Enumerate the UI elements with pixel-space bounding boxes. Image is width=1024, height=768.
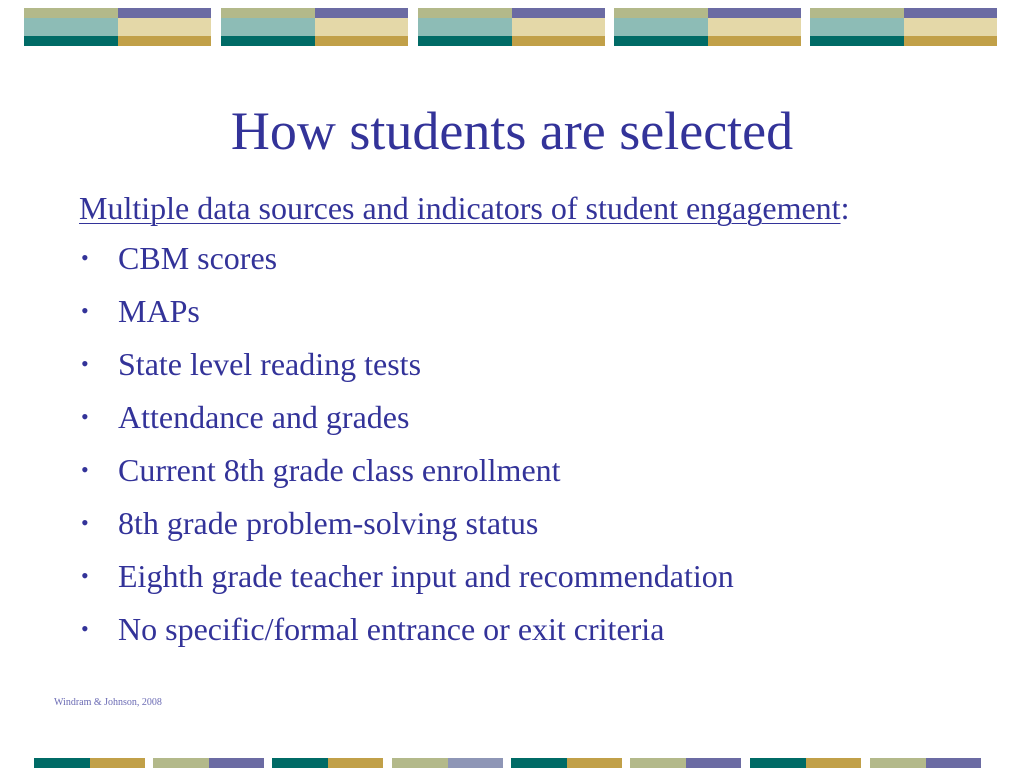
bullet-item — [79, 607, 959, 660]
bullet-text: Eighth grade teacher input and recommendation — [118, 558, 734, 594]
banner-tile — [221, 8, 408, 46]
bullet-item — [79, 289, 959, 342]
bullet-item — [79, 236, 959, 289]
bullet-text: CBM scores — [118, 240, 278, 276]
bullet-dot-icon: • — [81, 245, 89, 270]
banner-tile — [24, 8, 211, 46]
bullet-list — [79, 236, 959, 660]
bullet-item — [79, 395, 959, 448]
slide-title: How students are selected — [230, 101, 794, 161]
banner-tile — [614, 8, 801, 46]
bullet-dot-icon: • — [81, 351, 89, 376]
slide-body — [79, 186, 959, 660]
intro-underlined-text: Multiple data sources and indicators of student engagement — [79, 190, 841, 226]
bullet-dot-icon: • — [81, 298, 89, 323]
bullet-item — [79, 501, 959, 554]
footer-citation: Windram & Johnson, 2008 — [54, 697, 162, 708]
bullet-item — [79, 554, 959, 607]
bullet-dot-icon: • — [81, 510, 89, 535]
banner-tile — [810, 8, 997, 46]
intro-line — [79, 186, 959, 230]
bullet-dot-icon: • — [81, 563, 89, 588]
bullet-text: MAPs — [118, 293, 200, 329]
top-decorative-banner — [0, 8, 1024, 46]
bullet-item — [79, 342, 959, 395]
bullet-text: Current 8th grade class enrollment — [118, 452, 561, 488]
bullet-dot-icon: • — [81, 616, 89, 641]
bullet-dot-icon: • — [81, 457, 89, 482]
bullet-dot-icon: • — [81, 404, 89, 429]
bullet-text: State level reading tests — [118, 346, 422, 382]
bullet-item — [79, 448, 959, 501]
intro-suffix: : — [840, 190, 850, 226]
bullet-text: 8th grade problem-solving status — [118, 505, 539, 541]
banner-tile — [418, 8, 605, 46]
bullet-text: No specific/formal entrance or exit criteria — [118, 611, 665, 647]
bottom-decorative-strip — [0, 758, 1024, 768]
bullet-text: Attendance and grades — [118, 399, 410, 435]
